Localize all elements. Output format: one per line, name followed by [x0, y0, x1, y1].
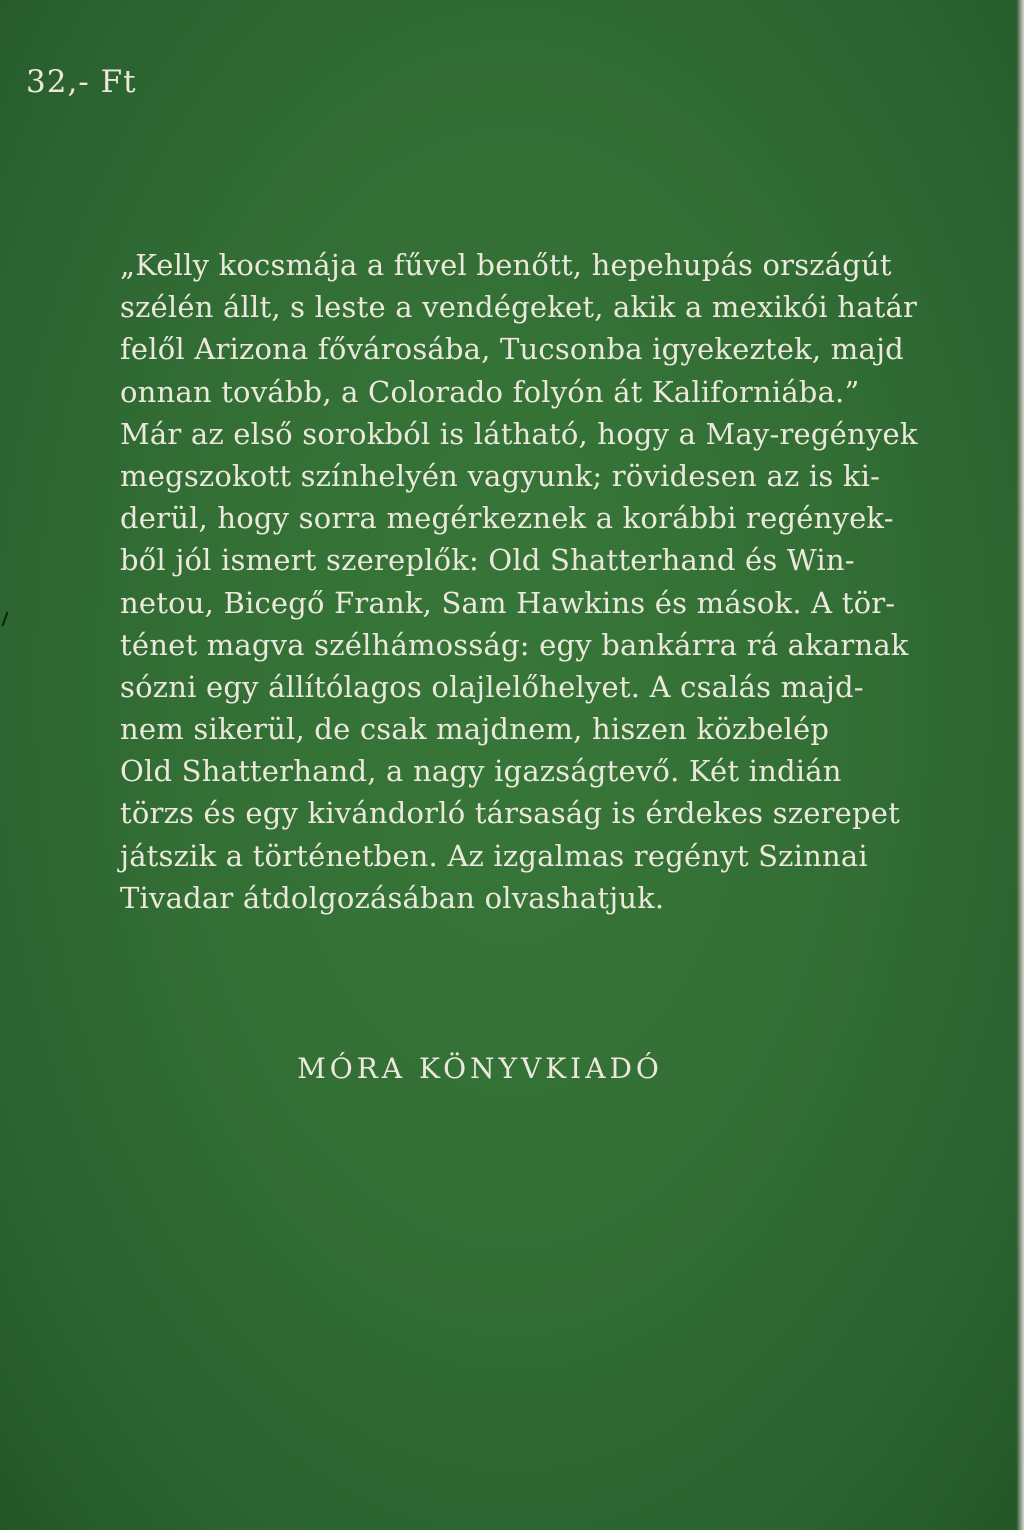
blurb-line: ténet magva szélhámosság: egy bankárra rá akarnak: [120, 627, 909, 662]
blurb-line: törzs és egy kivándorló társaság is érdekes szerepet: [120, 796, 901, 831]
price-label: 32,- Ft: [26, 64, 137, 100]
blurb-text: [120, 244, 918, 919]
blurb-line: derül, hogy sorra megérkeznek a korábbi regények-: [120, 501, 894, 536]
blurb-line: Már az első sorokból is látható, hogy a May-regények: [120, 416, 918, 451]
blurb-line: nem sikerül, de csak majdnem, hiszen közbelép: [120, 712, 830, 747]
blurb-line: megszokott színhelyén vagyunk; rövidesen az is ki-: [120, 458, 881, 493]
blurb-line: „Kelly kocsmája a fűvel benőtt, hepehupás országút: [120, 248, 892, 282]
publisher-name: MÓRA KÖNYVKIADÓ: [297, 1052, 663, 1085]
blurb-line: onnan tovább, a Colorado folyón át Kaliforniába.”: [120, 374, 860, 409]
blurb-line: Tivadar átdolgozásában olvashatjuk.: [120, 880, 665, 915]
blurb-line: Old Shatterhand, a nagy igazságtevő. Két indián: [120, 754, 842, 789]
blurb-line: játszik a történetben. Az izgalmas regényt Szinnai: [120, 838, 868, 873]
blurb-line: szélén állt, s leste a vendégeket, akik a mexikói határ: [120, 290, 918, 325]
edge-mark: [1, 612, 14, 626]
blurb-line: sózni egy állítólagos olajlelőhelyet. A csalás majd-: [120, 669, 864, 704]
blurb-line: ből jól ismert szereplők: Old Shatterhand és Win-: [120, 543, 855, 578]
blurb-line: felől Arizona fővárosába, Tucsonba igyekeztek, majd: [120, 332, 904, 367]
blurb-line: netou, Bicegő Frank, Sam Hawkins és mások. A tör-: [120, 585, 896, 620]
